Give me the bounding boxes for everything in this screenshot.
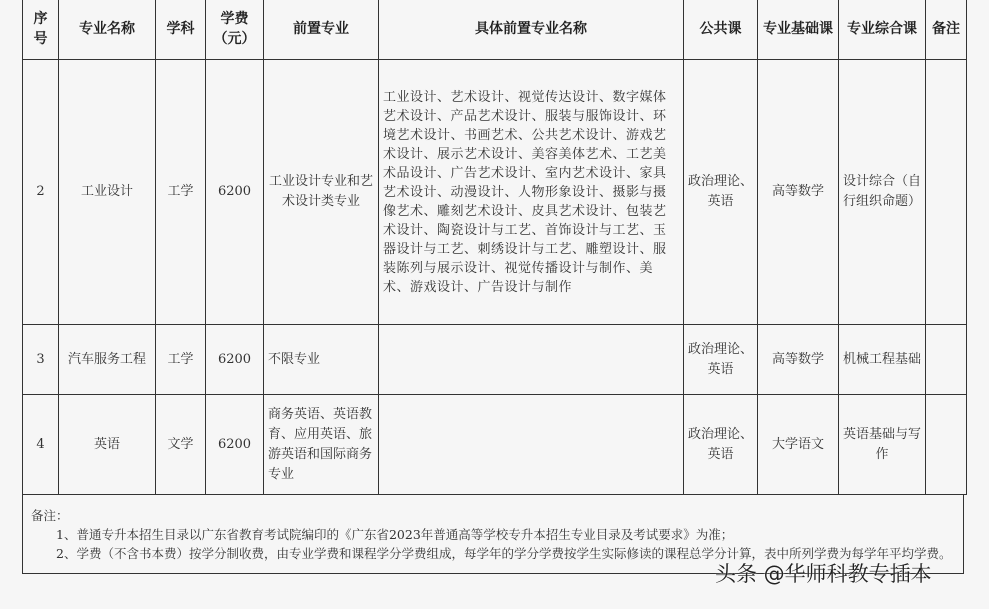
cell-comprehensive: 机械工程基础 (839, 325, 926, 395)
cell-remark (926, 60, 967, 325)
cell-subject: 文学 (156, 395, 206, 495)
cell-no: 4 (23, 395, 59, 495)
header-fee: 学费（元） (206, 0, 264, 60)
table-row (23, 395, 967, 495)
cell-name: 汽车服务工程 (59, 325, 156, 395)
cell-prereq: 工业设计专业和艺术设计类专业 (264, 60, 379, 325)
cell-subject: 工学 (156, 60, 206, 325)
header-name: 专业名称 (59, 0, 156, 60)
cell-name: 工业设计 (59, 60, 156, 325)
cell-subject: 工学 (156, 325, 206, 395)
cell-comprehensive: 设计综合（自行组织命题） (839, 60, 926, 325)
cell-comprehensive: 英语基础与写作 (839, 395, 926, 495)
header-subject: 学科 (156, 0, 206, 60)
cell-detail (379, 395, 684, 495)
cell-no: 3 (23, 325, 59, 395)
notes-title: 备注： (31, 508, 69, 523)
cell-prereq: 商务英语、英语教育、应用英语、旅游英语和国际商务专业 (264, 395, 379, 495)
cell-fee: 6200 (206, 60, 264, 325)
note-item: 1、普通专升本招生目录以广东省教育考试院编印的《广东省2023年普通高等学校专升本招生专业目录及考试要求》为准； (56, 527, 734, 542)
header-remark: 备注 (926, 0, 967, 60)
cell-name: 英语 (59, 395, 156, 495)
cell-basic: 高等数学 (758, 60, 839, 325)
cell-detail: 工业设计、艺术设计、视觉传达设计、数字媒体艺术设计、产品艺术设计、服装与服饰设计、环境艺术设计、书画艺术、公共艺术设计、游戏艺术设计、展示艺术设计、美容美体艺术、工艺美术品设计、广告艺术设计、室内艺术设计、家具艺术设计、动漫设计、人物形象设计、摄影与摄像艺术、雕刻艺术设计、皮具艺术设计、包装艺术设计、陶瓷设计与工艺、首饰设计与工艺、玉器设计与工艺、刺绣设计与工艺、雕塑设计、服装陈列与展示设计、视觉传播设计与制作、美术、游戏设计、广告设计与制作 (379, 60, 684, 325)
header-prereq: 前置专业 (264, 0, 379, 60)
watermark: 头条 @华师科教专插本 (715, 562, 932, 586)
table-row (23, 325, 967, 395)
cell-basic: 大学语文 (758, 395, 839, 495)
cell-basic: 高等数学 (758, 325, 839, 395)
cell-no: 2 (23, 60, 59, 325)
cell-public: 政治理论、英语 (684, 60, 758, 325)
cell-fee: 6200 (206, 325, 264, 395)
header-row (23, 0, 967, 60)
cell-fee: 6200 (206, 395, 264, 495)
table-row (23, 60, 967, 325)
major-table (22, 0, 967, 495)
header-no: 序号 (23, 0, 59, 60)
cell-remark (926, 325, 967, 395)
header-comprehensive: 专业综合课 (839, 0, 926, 60)
header-detail: 具体前置专业名称 (379, 0, 684, 60)
cell-remark (926, 395, 967, 495)
header-basic: 专业基础课 (758, 0, 839, 60)
note-item: 2、学费（不含书本费）按学分制收费，由专业学费和课程学分学费组成，每学年的学分学费按学生实际修读的课程总学分计算，表中所列学费为每学年平均学费。 (56, 546, 952, 561)
header-public: 公共课 (684, 0, 758, 60)
cell-public: 政治理论、英语 (684, 395, 758, 495)
cell-prereq: 不限专业 (264, 325, 379, 395)
cell-public: 政治理论、英语 (684, 325, 758, 395)
cell-detail (379, 325, 684, 395)
